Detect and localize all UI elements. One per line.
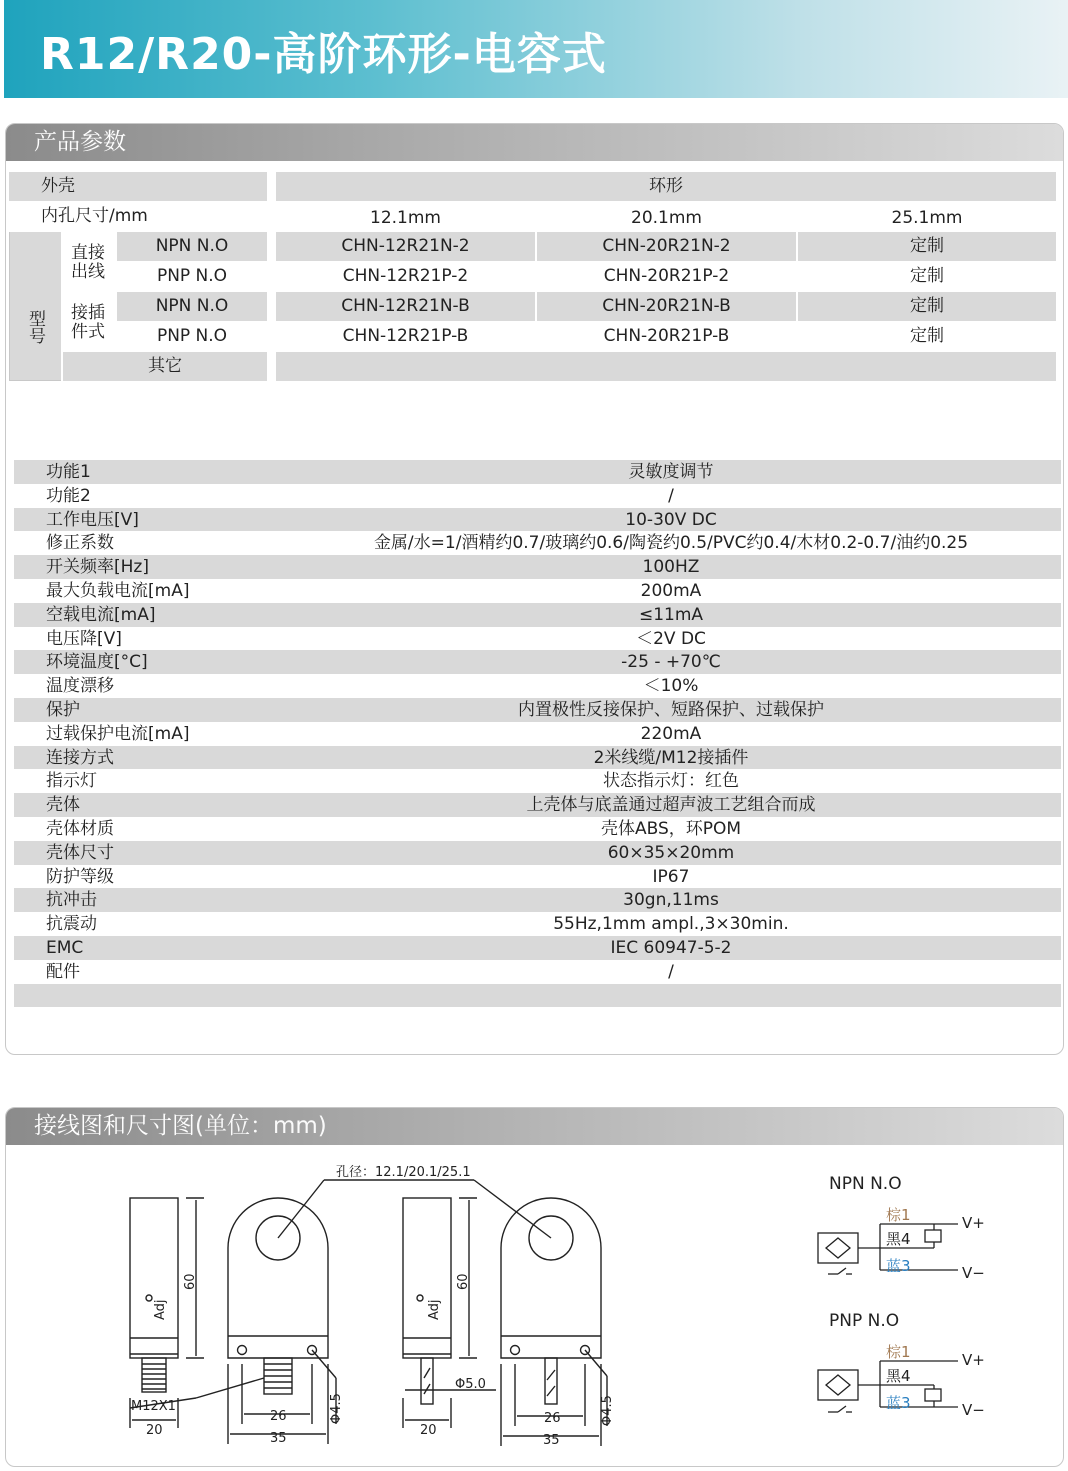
type-row-3: NPN N.O [117,292,267,321]
model-1-1: CHN-12R21N-2 [276,232,535,261]
spec-key: 环境温度[°C] [14,650,272,674]
model-4-2: CHN-20R21P-B [603,326,730,346]
spec-value: 60×35×20mm [281,841,1061,865]
spec-value: 30gn,11ms [281,888,1061,912]
npn-blue: 蓝3 [886,1257,911,1275]
model-2-2: CHN-20R21P-2 [603,266,730,286]
spec-key: 温度漂移 [46,676,114,697]
dim-35-left: 35 [270,1431,287,1446]
spec-key: EMC [14,936,272,960]
dim-35-right: 35 [543,1433,560,1448]
model-1-3: 定制 [798,232,1056,261]
dim-26-left: 26 [270,1409,287,1424]
model-2-1: CHN-12R21P-2 [342,266,469,286]
spec-value: 金属/水=1/酒精约0.7/玻璃约0.6/陶瓷约0.5/PVC约0.4/木材0.2-0.7/油约0.25 [373,533,969,554]
dimension-drawing [6,1108,1064,1467]
dim-60-right: 60 [456,1273,471,1290]
model-4-1: CHN-12R21P-B [342,326,469,346]
model-3-1: CHN-12R21N-B [276,292,535,321]
type-row-4: PNP N.O [156,326,228,346]
spec-row [14,865,1061,889]
spec-value: 2米线缆/M12接插件 [281,746,1061,770]
spec-row [14,769,1061,793]
pnp-title: PNP N.O [829,1311,900,1331]
spec-row [14,960,1061,984]
spec-row [14,912,1061,936]
dim-26-right: 26 [544,1411,561,1426]
model-3-2: CHN-20R21N-B [537,292,796,321]
m12-label: M12X1 [131,1399,176,1414]
dim-45-left: Φ4.5 [329,1393,344,1424]
dim-20-left: 20 [146,1423,163,1438]
params-heading: 产品参数 [6,124,1063,161]
spec-key: 过载保护电流[mA] [46,723,190,744]
pnp-blue: 蓝3 [886,1394,911,1412]
npn-black: 黑4 [886,1230,911,1248]
spec-row [14,817,1061,841]
spec-value: -25 - +70℃ [281,650,1061,674]
wiring-panel [5,1107,1064,1467]
group-direct-cable: 直接出线 [71,243,105,282]
spec-key: 指示灯 [46,771,97,792]
spec-row [14,746,1061,770]
spec-key: 工作电压[V] [14,508,272,532]
dim-45-right: Φ4.5 [600,1395,615,1426]
spec-value: 55Hz,1mm ampl.,3×30min. [553,914,789,935]
spec-value: 10-30V DC [281,508,1061,532]
spec-row [14,650,1061,674]
spec-key: 修正系数 [46,533,114,554]
spec-key: 开关频率[Hz] [14,555,272,579]
dim-50-label: Φ5.0 [455,1377,486,1392]
model-2-3: 定制 [910,266,944,286]
type-row-1: NPN N.O [117,232,267,261]
spec-key: 抗冲击 [14,888,272,912]
spec-key: 最大负载电流[mA] [46,581,190,601]
spec-value: 220mA [640,723,702,744]
hole-size-2: 20.1mm [631,208,702,228]
spec-key: 电压降[V] [46,628,122,649]
pnp-vminus: V− [962,1401,985,1419]
spec-row [14,579,1061,603]
spec-row [14,603,1061,627]
shell-value: 环形 [276,172,1056,201]
spec-key: 功能2 [46,485,91,506]
spec-value: 内置极性反接保护、短路保护、过载保护 [281,698,1061,722]
pnp-black: 黑4 [886,1367,911,1385]
spec-row [14,531,1061,555]
model-3-3: 定制 [798,292,1056,321]
spec-row-blank [14,984,1061,1008]
spec-row [14,674,1061,698]
spec-row [14,888,1061,912]
pnp-vplus: V+ [962,1351,985,1369]
spec-row [14,793,1061,817]
wiring-title: 接线图和尺寸图 [34,1113,195,1139]
dim-60-left: 60 [183,1273,198,1290]
spec-key: 壳体 [14,793,272,817]
spec-key: 配件 [46,961,80,982]
spec-row [14,555,1061,579]
other-label: 其它 [63,352,267,381]
spec-key: 连接方式 [14,746,272,770]
npn-title: NPN N.O [829,1174,902,1194]
spec-value: ≤11mA [281,603,1061,627]
spec-value: 壳体ABS，环POM [600,819,742,839]
spec-row [14,841,1061,865]
adj-label-right: Adj [427,1299,442,1320]
group-connector: 接插件式 [71,303,105,342]
hole-note: 孔径：12.1/20.1/25.1 [336,1165,471,1180]
spec-value: ＜2V DC [636,628,706,649]
model-1-2: CHN-20R21N-2 [537,232,796,261]
hole-size-1: 12.1mm [370,208,441,228]
spec-key: 壳体材质 [46,819,114,839]
model-4-3: 定制 [910,326,944,346]
npn-brown: 棕1 [886,1206,911,1224]
wiring-unit: (单位：mm) [195,1113,327,1139]
other-value [276,352,1056,381]
spec-row [14,484,1061,508]
hole-label: 内孔尺寸/mm [41,206,148,226]
spec-key: 防护等级 [46,866,114,887]
spec-key: 空载电流[mA] [14,603,272,627]
spec-value: 200mA [640,581,702,601]
spec-row [14,627,1061,651]
spec-value: 状态指示灯：红色 [603,771,739,792]
spec-key: 壳体尺寸 [14,841,272,865]
page-title: R12/R20-高阶环形-电容式 [40,29,607,80]
hole-size-3: 25.1mm [891,208,963,228]
title-banner [4,0,1068,98]
shell-label: 外壳 [9,172,267,201]
spec-value: IEC 60947-5-2 [281,936,1061,960]
spec-value: / [668,961,674,982]
spec-row [14,460,1061,484]
spec-value: IP67 [652,866,690,887]
params-panel [5,123,1064,1055]
spec-key: 保护 [14,698,272,722]
spec-value: 100HZ [281,555,1061,579]
spec-value: 上壳体与底盖通过超声波工艺组合而成 [281,793,1061,817]
dim-20-right: 20 [420,1423,437,1438]
spec-value: ＜10% [643,676,699,697]
spec-value: / [668,485,674,506]
spec-row [14,936,1061,960]
spec-key: 抗震动 [46,914,97,935]
spec-row [14,698,1061,722]
spec-table [6,460,1064,1010]
model-label: 型号 [9,232,61,380]
adj-label-left: Adj [153,1299,168,1320]
spec-row [14,722,1061,746]
npn-vminus: V− [962,1264,985,1282]
npn-vplus: V+ [962,1214,985,1232]
spec-value: 灵敏度调节 [281,460,1061,484]
spec-row [14,508,1061,532]
pnp-brown: 棕1 [886,1343,911,1361]
spec-key: 功能1 [14,460,272,484]
type-row-2: PNP N.O [156,266,228,286]
